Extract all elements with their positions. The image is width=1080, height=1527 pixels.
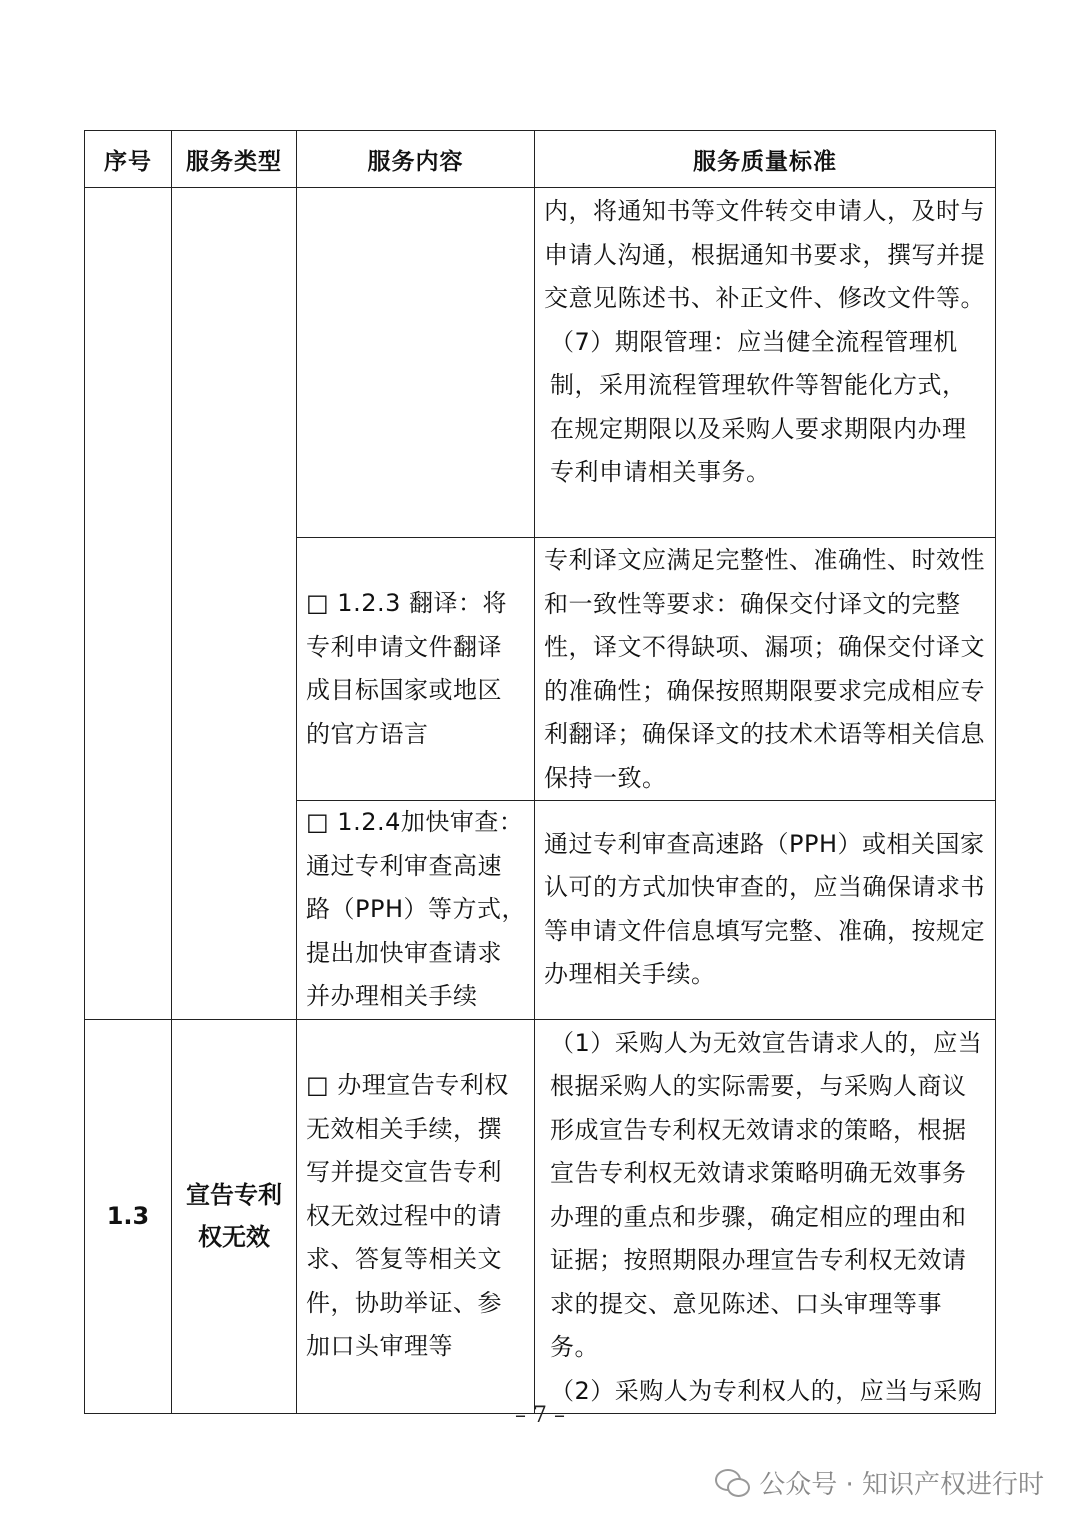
standard-paragraph: （7）期限管理：应当健全流程管理机制，采用流程管理软件等智能化方式，在规定期限以及采购人要求期限内办理专利申请相关事务。 — [550, 327, 967, 486]
header-service-content: 服务内容 — [297, 131, 535, 188]
content-cell-translation: □ 1.2.3 翻译：将专利申请文件翻译成目标国家或地区的官方语言 — [297, 538, 535, 801]
type-cell-invalidation: 宣告专利权无效 — [172, 1019, 297, 1414]
number-cell-invalidation: 1.3 — [85, 1019, 172, 1414]
table-row-invalidation — [85, 1019, 996, 1414]
standard-cell-continuation — [535, 188, 996, 538]
service-standard-table — [84, 130, 996, 1414]
footer-text: 公众号 · 知识产权进行时 — [759, 1470, 1044, 1500]
standard-cell-invalidation — [535, 1019, 996, 1414]
table-header-row — [85, 131, 996, 188]
content-cell-empty — [297, 188, 535, 538]
content-cell-expedite: □ 1.2.4加快审查：通过专利审查高速路（PPH）等方式，提出加快审查请求并办理相关手续 — [297, 801, 535, 1020]
standard-paragraph: （1）采购人为无效宣告请求人的，应当根据采购人的实际需要，与采购人商议形成宣告专利权无效请求的策略，根据宣告专利权无效请求策略明确无效事务办理的重点和步骤，确定相应的理由和证据；按照期限办理宣告专利权无效请求的提交、意见陈述、口头审理等事务。 — [550, 1028, 983, 1361]
standard-paragraph: （2）采购人为专利权人的，应当与采购 — [550, 1376, 983, 1405]
type-cell-empty — [172, 188, 297, 1020]
header-number: 序号 — [85, 131, 172, 188]
watermark-footer — [715, 1464, 1044, 1501]
standard-paragraph: 内，将通知书等文件转交申请人，及时与申请人沟通，根据通知书要求，撰写并提交意见陈述书、补正文件、修改文件等。 — [544, 197, 985, 312]
wechat-icon — [715, 1469, 749, 1497]
header-quality-standard: 服务质量标准 — [535, 131, 996, 188]
content-cell-invalidation: □ 办理宣告专利权无效相关手续，撰写并提交宣告专利权无效过程中的请求、答复等相关文件，协助举证、参加口头审理等 — [297, 1019, 535, 1414]
number-cell-empty — [85, 188, 172, 1020]
page-number: – 7 – — [515, 1403, 565, 1428]
header-service-type: 服务类型 — [172, 131, 297, 188]
table-row-continuation — [85, 188, 996, 538]
standard-cell-translation: 专利译文应满足完整性、准确性、时效性和一致性等要求：确保交付译文的完整性，译文不得缺项、漏项；确保交付译文的准确性；确保按照期限要求完成相应专利翻译；确保译文的技术术语等相关信息保持一致。 — [535, 538, 996, 801]
standard-cell-expedite: 通过专利审查高速路（PPH）或相关国家认可的方式加快审查的，应当确保请求书等申请文件信息填写完整、准确，按规定办理相关手续。 — [535, 801, 996, 1020]
